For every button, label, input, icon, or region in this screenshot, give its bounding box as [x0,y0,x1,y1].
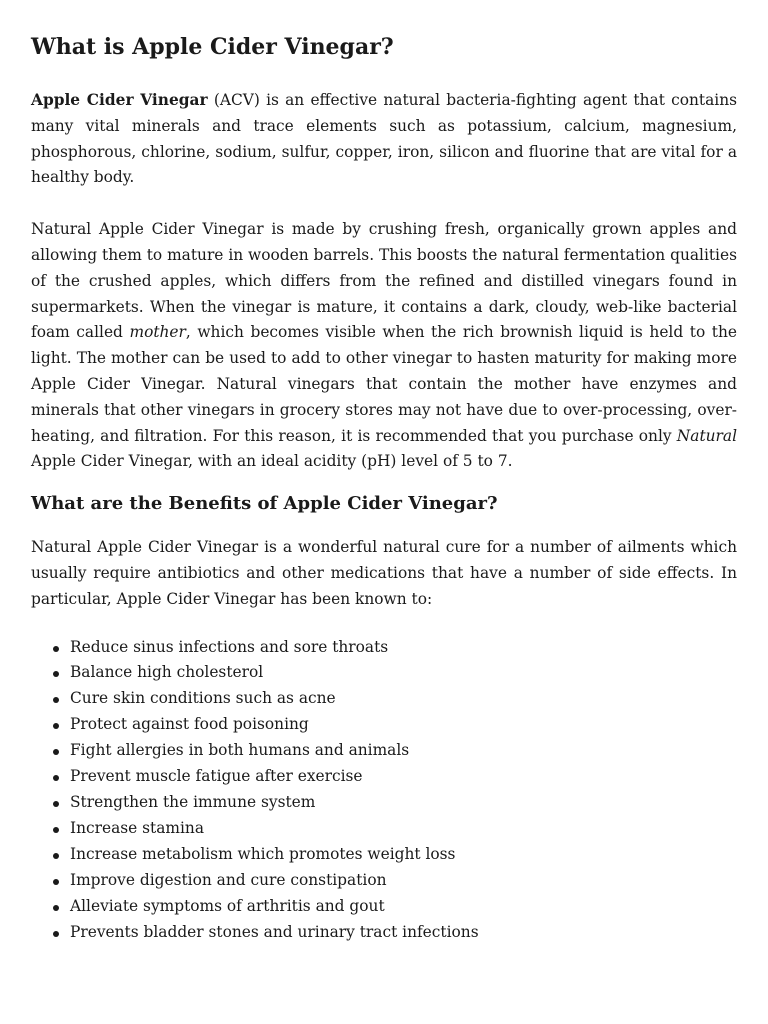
intro-bold-term: Apple Cider Vinegar [31,91,208,109]
list-item: Prevents bladder stones and urinary tract infections [31,920,737,946]
production-text-a: Natural Apple Cider Vinegar is made by crushing fresh, organically grown apples and allowing them to mature in wooden barrels. This boosts the natural fermentation qualities of the crushed apples, which differs from the refined and distilled vinegars found in supermarkets. When the vinegar is mature, it contains a dark, cloudy, web-like bacterial foam called [31,220,737,342]
bullet-icon [53,931,59,937]
bullet-icon [53,853,59,859]
production-paragraph [31,217,737,475]
benefits-intro-paragraph: Natural Apple Cider Vinegar is a wonderful natural cure for a number of ailments which usually require antibiotics and other medications that have a number of side effects. In particular, Apple Cider Vinegar has been known to: [31,538,737,608]
production-text-c: Apple Cider Vinegar, with an ideal acidity (pH) level of 5 to 7. [31,452,513,471]
bullet-icon [53,801,59,807]
list-item: Increase stamina [31,816,737,842]
list-item: Cure skin conditions such as acne [31,686,737,712]
article [31,30,737,945]
list-item: Fight allergies in both humans and animals [31,738,737,764]
page-title: What is Apple Cider Vinegar? [31,34,394,60]
bullet-icon [53,775,59,781]
bullet-icon [53,827,59,833]
intro-paragraph [31,88,737,191]
production-text-b: , which becomes visible when the rich brownish liquid is held to the light. The mother can be used to add to other vinegar to hasten maturity for making more Apple Cider Vinegar. Natural vinegars that contain the mother have enzymes and minerals that other vinegars in grocery stores may not have due to over-processing, over-heating, and filtration. For this reason, it is recommended that you purchase only [31,323,737,445]
list-item: Increase metabolism which promotes weight loss [31,842,737,868]
benefits-heading: What are the Benefits of Apple Cider Vinegar? [31,493,498,515]
bullet-icon [53,905,59,911]
bullet-icon [53,671,59,677]
bullet-icon [53,749,59,755]
bullet-icon [53,879,59,885]
bullet-icon [53,723,59,729]
bullet-icon [53,646,59,652]
bullet-icon [53,697,59,703]
list-item: Improve digestion and cure constipation [31,868,737,894]
list-item: Alleviate symptoms of arthritis and gout [31,894,737,920]
list-item: Protect against food poisoning [31,712,737,738]
list-item: Reduce sinus infections and sore throats [31,635,737,661]
list-item: Balance high cholesterol [31,660,737,686]
intro-text: (ACV) is an effective natural bacteria-fighting agent that contains many vital minerals and trace elements such as potassium, calcium, magnesium, phosphorous, chlorine, sodium, sulfur, copper, iron, silicon and fluorine that are vital for a healthy body. [31,91,738,187]
natural-term: Natural [676,426,737,445]
list-item: Prevent muscle fatigue after exercise [31,764,737,790]
mother-term: mother [129,323,186,342]
benefits-list [31,635,737,946]
list-item: Strengthen the immune system [31,790,737,816]
